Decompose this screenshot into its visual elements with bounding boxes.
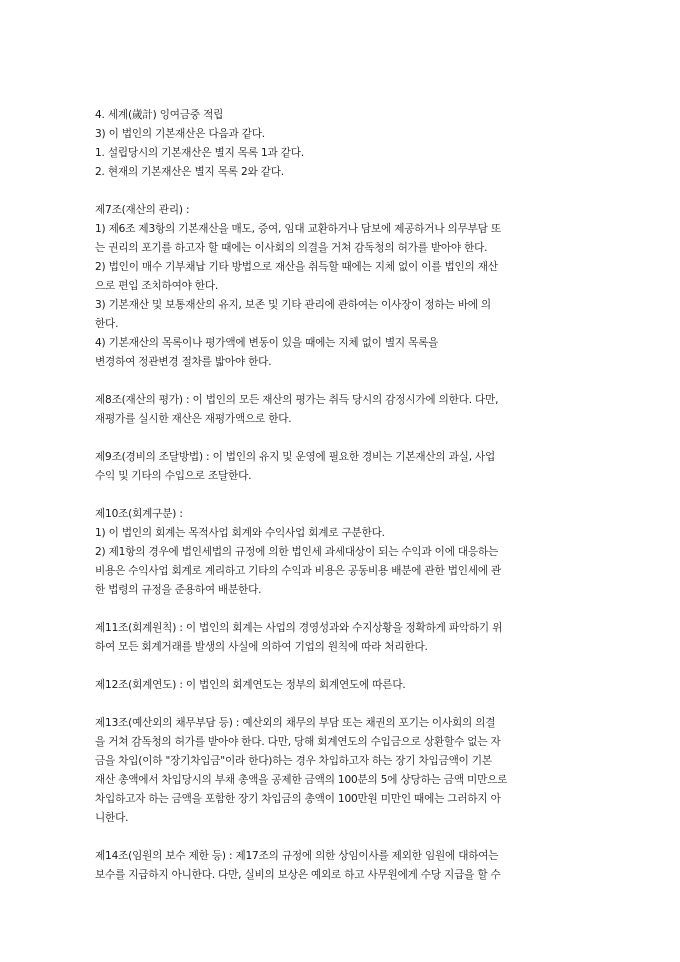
article-13-line: 제13조(예산외의 채무부담 등) : 예산외의 채무의 부담 또는 채권의 포기는 이사회의 의결 [95,717,496,729]
article-12-line: 제12조(회계연도) : 이 법인의 회계연도는 정부의 회계연도에 따른다. [95,679,406,691]
spacer [95,372,591,391]
spacer [95,486,591,505]
spacer [95,182,591,201]
text-line: 재산 총액에서 차입당시의 부채 총액을 공제한 금액의 100분의 5에 상당하는 금액 미만으로 [95,774,508,786]
spacer [95,695,591,714]
text-line: 하여 모든 회계거래를 발생의 사실에 의하여 기업의 원칙에 따라 처리한다. [95,641,428,653]
article-14-line: 제14조(임원의 보수 제한 등) : 제17조의 규정에 의한 상임이사를 제외한 임원에 대하여는 [95,850,499,862]
text-line: 1) 제6조 제3항의 기본재산을 매도, 증여, 임대 교환하거나 담보에 제공하거나 의무부담 또 [95,223,501,235]
text-line: 한 법령의 규정을 준용하여 배분한다. [95,584,262,596]
document-page [95,106,591,885]
article-9-line: 제9조(경비의 조달방법) : 이 법인의 유지 및 운영에 필요한 경비는 기본재산의 과실, 사업 [95,451,496,463]
article-11-line: 제11조(회계원칙) : 이 법인의 회계는 사업의 경영성과와 수지상황을 정확하게 파악하기 위 [95,622,503,634]
text-line: 비용은 수익사업 회계로 계리하고 기타의 수익과 비용은 공동비용 배분에 관한 법인세에 관 [95,565,502,577]
text-line: 수익 및 기타의 수입으로 조달한다. [95,470,252,482]
text-line: 한다. [95,318,119,330]
text-line: 2) 제1항의 경우에 법인세법의 규정에 의한 법인세 과세대상이 되는 수익과 이에 대응하는 [95,546,499,558]
spacer [95,429,591,448]
spacer [95,657,591,676]
text-line: 3) 기본재산 및 보통재산의 유지, 보존 및 기타 관리에 관하여는 이사장이 정하는 바에 의 [95,299,491,311]
text-line: 2) 법인이 매수 기부채납 기타 방법으로 재산을 취득할 때에는 지체 없이 이를 법인의 재산 [95,261,498,273]
article-8-line: 제8조(재산의 평가) : 이 법인의 모든 재산의 평가는 취득 당시의 감정시가에 의한다. 다만, [95,394,499,406]
text-line: 재평가를 실시한 재산은 재평가액으로 한다. [95,413,292,425]
text-line: 보수를 지급하지 아니한다. 다만, 실비의 보상은 예외로 하고 사무원에게 수당 지급을 할 수 [95,869,501,881]
text-line: 니한다. [95,812,129,824]
spacer [95,600,591,619]
text-line: 금을 차입(이하 "장기차입금"이라 한다)하는 경우 차입하고자 하는 장기 차입금액이 기본 [95,755,492,767]
text-line: 1. 설립당시의 기본재산은 별지 목록 1과 같다. [95,147,304,159]
text-line: 차입하고자 하는 금액을 포함한 장기 차입금의 총액이 100만원 미만인 때에는 그러하지 아 [95,793,501,805]
text-line: 4. 세계(歲計) 잉여금중 적립 [95,109,224,121]
text-line: 3) 이 법인의 기본재산은 다음과 같다. [95,128,265,140]
text-line: 으로 편입 조치하여야 한다. [95,280,219,292]
text-line: 1) 이 법인의 회계는 목적사업 회계와 수익사업 회계로 구분한다. [95,527,385,539]
text-line: 는 권리의 포기를 하고자 할 때에는 이사회의 의결을 거쳐 감독청의 허가를 받아야 한다. [95,242,488,254]
text-line: 4) 기본재산의 목록이나 평가액에 변동이 있을 때에는 지체 없이 별지 목록을 [95,337,439,349]
article-10-title: 제10조(회계구분) : [95,508,183,520]
article-7-title: 제7조(재산의 관리) : [95,204,190,216]
text-line: 2. 현재의 기본재산은 별지 목록 2와 같다. [95,166,284,178]
spacer [95,828,591,847]
text-line: 변경하여 정관변경 절차를 밟아야 한다. [95,356,272,368]
text-line: 을 거쳐 감독청의 허가를 받아야 한다. 다만, 당해 회계연도의 수입금으로 상환할수 없는 자 [95,736,501,748]
